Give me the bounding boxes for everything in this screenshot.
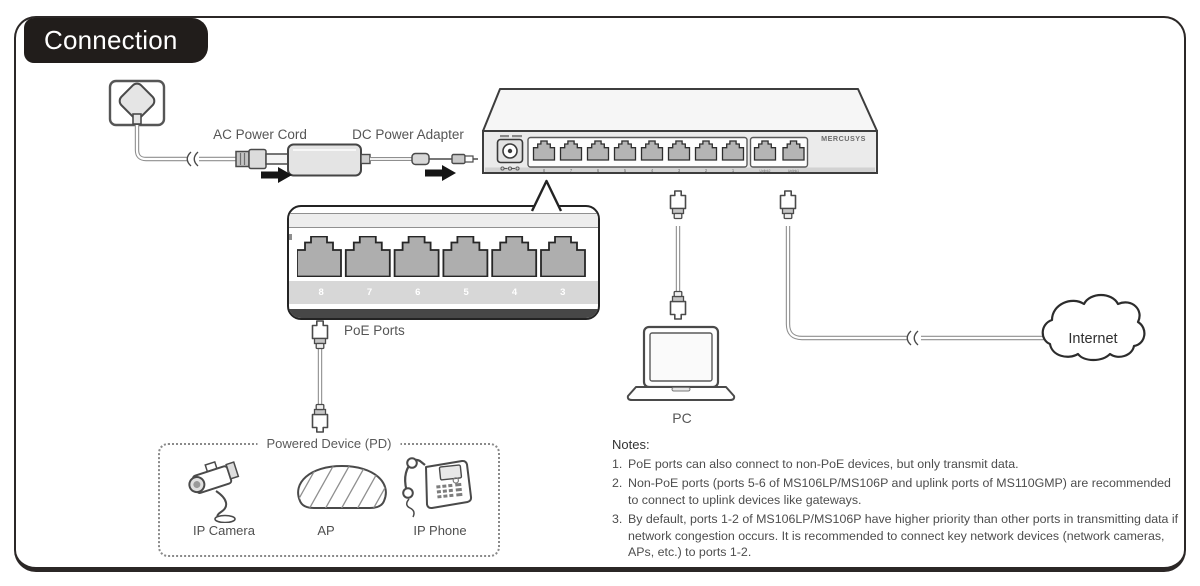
poe-port-number: 7 — [366, 287, 373, 298]
ap-label: AP — [317, 523, 335, 538]
panel-bottom-band — [289, 309, 598, 318]
notes-title: Notes: — [612, 437, 650, 452]
ac-power-cord — [137, 125, 288, 169]
rj45-plug-icon — [313, 321, 328, 349]
rj45-plug-icon — [313, 405, 328, 433]
poe-port-number: 4 — [511, 287, 518, 298]
port-number-label: 4 — [650, 167, 654, 173]
rj45-plug-icon — [781, 191, 796, 219]
powered-device-label: Powered Device (PD) — [258, 436, 401, 451]
ac-power-cord-label: AC Power Cord — [213, 127, 307, 142]
internet-label: Internet — [1068, 331, 1118, 347]
section-tab — [24, 18, 208, 63]
poe-ports-callout — [287, 205, 600, 320]
internet-cloud-icon — [1043, 295, 1145, 360]
ethernet-cable-internet — [781, 191, 1061, 346]
port-number-label: 6 — [596, 167, 600, 173]
note-number: 2. — [612, 476, 623, 491]
ip-camera-label: IP Camera — [193, 523, 255, 538]
note-item — [612, 475, 1184, 508]
note-text: PoE ports can also connect to non-PoE devices, but only transmit data. — [628, 457, 1019, 471]
callout-pointer — [525, 175, 569, 215]
port-number-label: 7 — [569, 167, 573, 173]
note-number: 1. — [612, 457, 623, 471]
poe-port-number: 3 — [560, 287, 566, 298]
note-number: 3. — [612, 512, 623, 527]
page-title: Connection — [44, 25, 178, 55]
panel-notch — [289, 234, 292, 240]
access-point-icon — [290, 459, 394, 511]
poe-port-number: 5 — [463, 287, 469, 298]
laptop-icon — [628, 327, 734, 400]
uplink-label: Uplink2 — [759, 168, 771, 173]
port-number-label: 8 — [542, 167, 546, 173]
ip-phone-icon — [398, 453, 474, 519]
notes-section — [612, 437, 1184, 563]
poe-ports — [297, 236, 587, 277]
note-text: Non-PoE ports (ports 5-6 of MS106LP/MS106P and uplink ports of MS110GMP) are recommended to connect to uplink devices like gateways. — [628, 476, 1171, 507]
poe-port-number: 6 — [415, 287, 421, 298]
note-item — [612, 511, 1184, 560]
uplink-label: Uplink1 — [788, 168, 799, 173]
poe-port-numbers — [297, 281, 587, 304]
wall-outlet-icon — [110, 81, 164, 125]
ip-camera-icon — [184, 455, 250, 523]
panel-top-band — [289, 213, 598, 228]
note-item — [612, 456, 1184, 472]
dc-power-adapter-label: DC Power Adapter — [352, 127, 464, 142]
ethernet-cable-pc — [671, 191, 686, 319]
ethernet-cable-pd — [313, 321, 328, 432]
note-text: By default, ports 1-2 of MS106LP/MS106P have higher priority than other ports in transmitting data if network congestion occurs. It is recommended to connect key network devices (network cameras, APs, etc.) to ports 1-2. — [628, 512, 1179, 559]
rj45-plug-icon — [671, 292, 686, 320]
port-number-label: 2 — [704, 167, 708, 173]
switch-icon — [483, 89, 877, 173]
port-number-label: 1 — [731, 167, 735, 173]
port-number-label: 3 — [677, 167, 681, 173]
rj45-plug-icon — [671, 191, 686, 219]
brand-logo: MERCUSYS — [821, 134, 866, 143]
pc-label: PC — [672, 410, 692, 426]
poe-port-number: 8 — [318, 287, 324, 298]
arrow-right-icon — [425, 165, 456, 181]
poe-ports-label: PoE Ports — [344, 323, 405, 338]
ip-phone-label: IP Phone — [413, 523, 467, 538]
powered-device-box — [158, 436, 500, 557]
port-number-label: 5 — [623, 167, 627, 173]
